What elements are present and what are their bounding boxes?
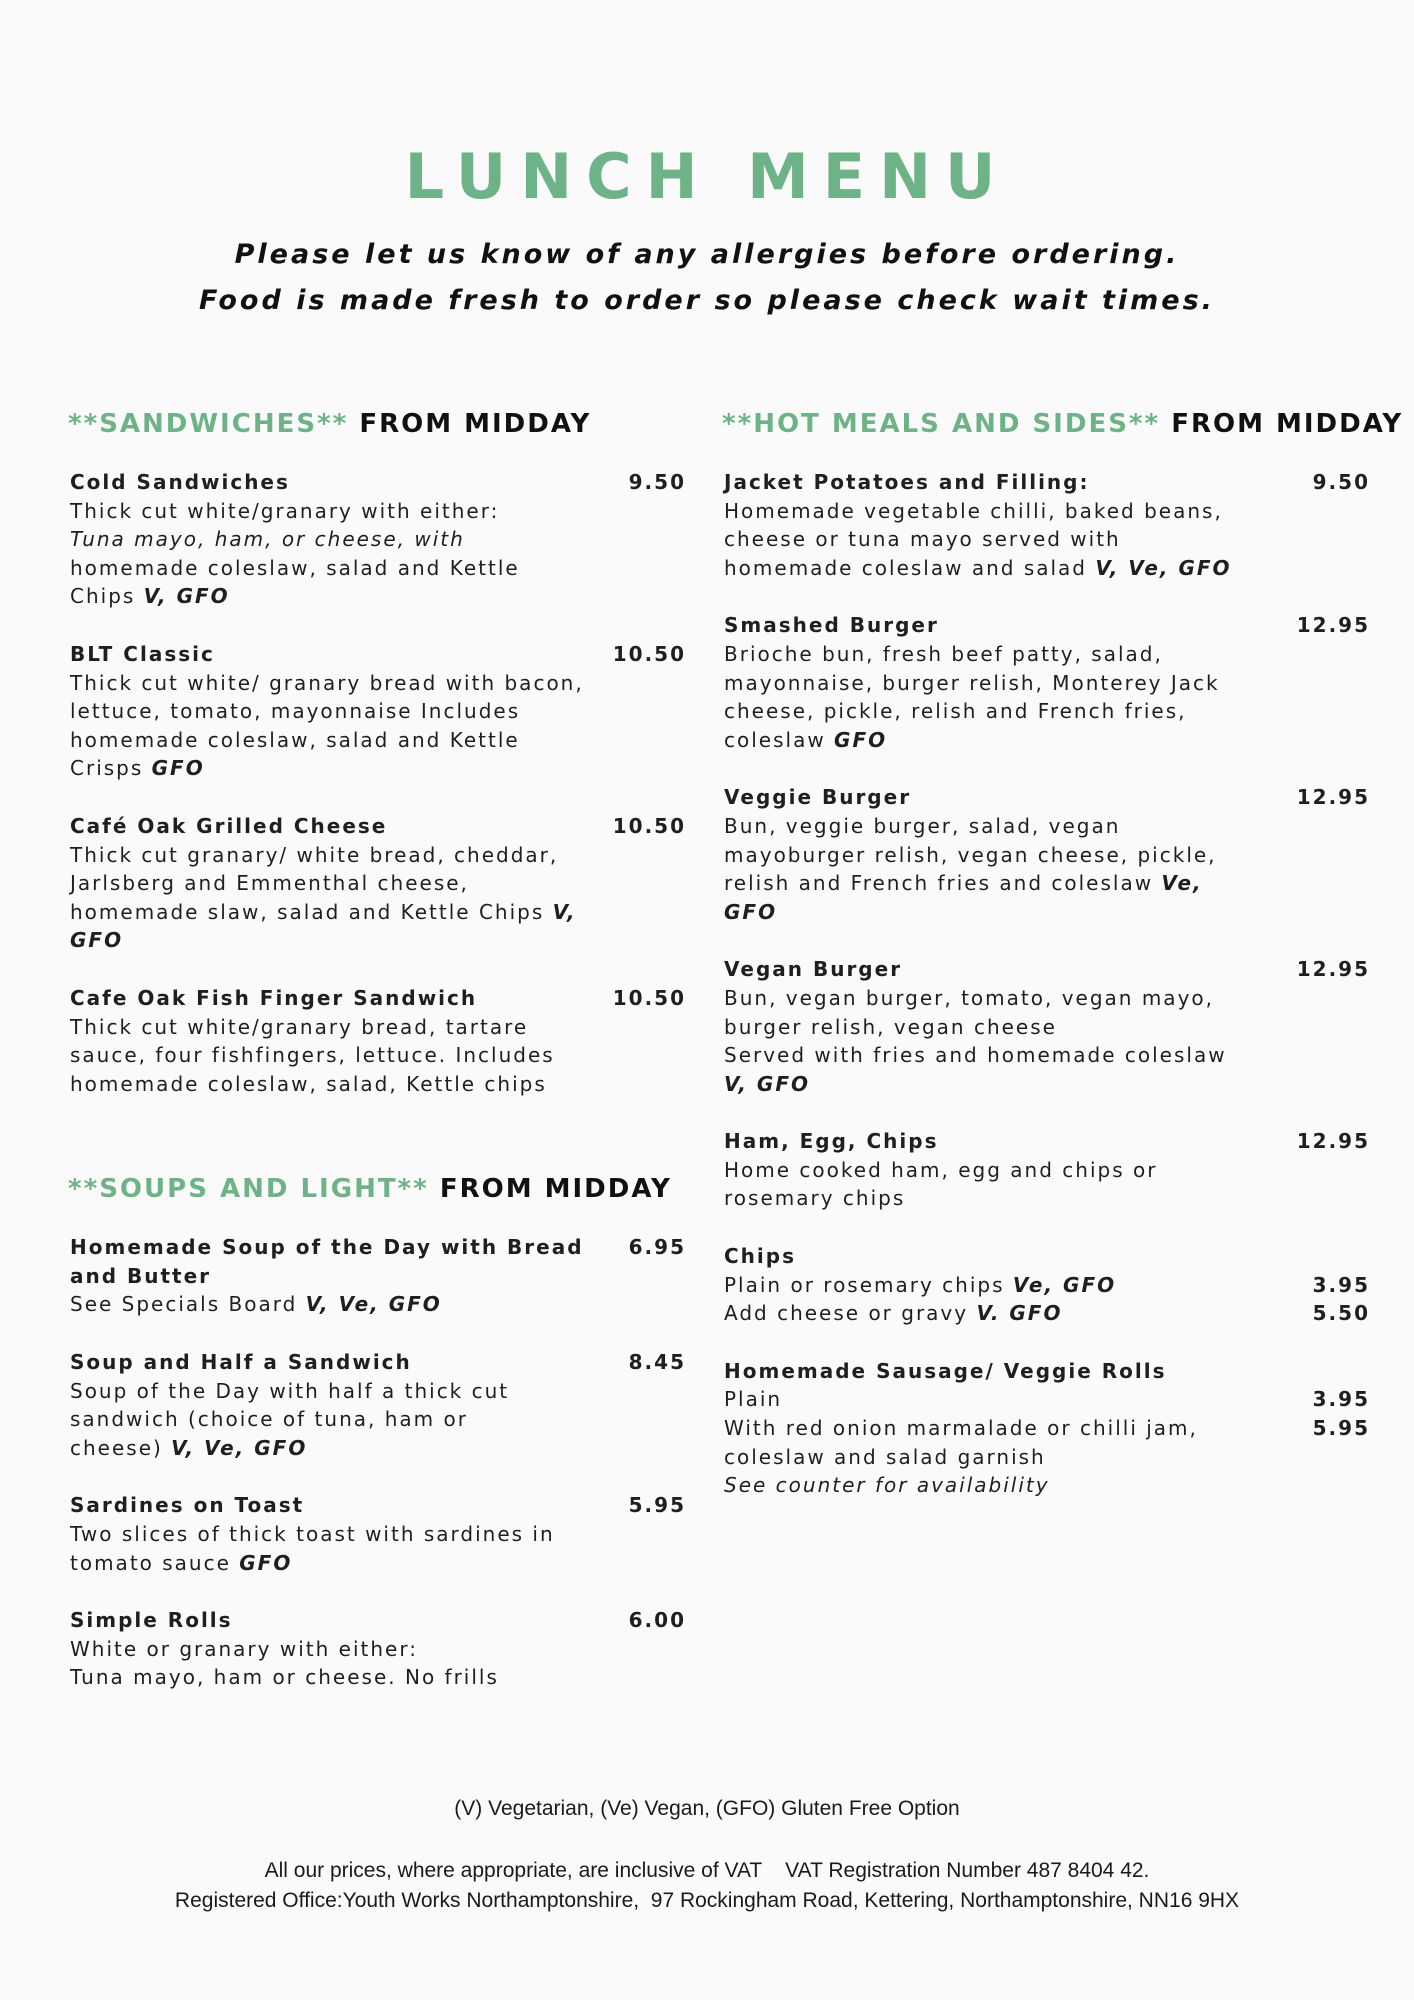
availability-note: See counter for availability	[724, 1473, 1050, 1498]
soups-heading-label: **SOUPS AND LIGHT**	[68, 1174, 429, 1205]
item-name: BLT Classic	[70, 641, 215, 666]
item-desc: homemade coleslaw, salad, Kettle chips	[70, 1071, 547, 1096]
item-price: 12.95	[1296, 613, 1370, 638]
item-price: 9.50	[628, 470, 686, 494]
dietary-tags: V, Ve, GFO	[1095, 555, 1232, 580]
dietary-tags: V, Ve, GFO	[171, 1435, 308, 1460]
item-price: 3.95	[1312, 1387, 1370, 1412]
item-name: Smashed Burger	[724, 613, 939, 638]
item-price: 12.95	[1296, 1129, 1370, 1154]
item-name: Café Oak Grilled Cheese	[70, 813, 388, 838]
left-column	[70, 404, 686, 1721]
item-desc: Crisps	[70, 756, 144, 781]
item-desc: Bun, veggie burger, salad, vegan	[724, 813, 1121, 838]
allergy-notice	[0, 232, 1414, 324]
dietary-tags: V, GFO	[143, 584, 230, 609]
item-desc: Homemade vegetable chilli, baked beans,	[724, 498, 1223, 523]
menu-item-soup-and-half-sandwich	[70, 1348, 686, 1462]
dietary-tags: GFO	[151, 756, 205, 781]
item-desc: Thick cut white/granary bread, tartare	[70, 1014, 529, 1039]
item-desc: lettuce, tomato, mayonnaise Includes	[70, 699, 521, 724]
item-name: Simple Rolls	[70, 1608, 233, 1633]
menu-item-fish-finger-sandwich	[70, 984, 686, 1098]
dietary-tags: V. GFO	[976, 1301, 1063, 1326]
soups-heading-time: FROM MIDDAY	[439, 1174, 672, 1205]
item-desc: cheese or tuna mayo served with	[724, 527, 1121, 552]
dietary-tags: V, GFO	[724, 1071, 811, 1096]
item-price: 10.50	[612, 641, 686, 666]
item-desc: mayoburger relish, vegan cheese, pickle,	[724, 842, 1217, 867]
hot-meals-heading-label: **HOT MEALS AND SIDES**	[722, 409, 1161, 439]
registered-office: Registered Office:Youth Works Northamptonshire, 97 Rockingham Road, Kettering, Northamptonshire, NN16 9HX	[174, 1889, 1240, 1912]
item-desc: rosemary chips	[724, 1186, 906, 1211]
item-desc: tomato sauce	[70, 1550, 231, 1575]
legal-footer	[0, 1856, 1414, 1916]
item-desc: Jarlsberg and Emmenthal cheese,	[70, 871, 469, 896]
menu-item-vegan-burger	[724, 955, 1370, 1098]
item-desc: coleslaw and salad garnish	[724, 1444, 1046, 1469]
sandwiches-heading-label: **SANDWICHES**	[68, 409, 349, 439]
item-desc: See Specials Board	[70, 1292, 298, 1317]
dietary-tags: Ve, GFO	[1012, 1272, 1117, 1297]
item-desc: Home cooked ham, egg and chips or	[724, 1157, 1158, 1182]
item-price: 6.00	[628, 1608, 686, 1633]
sandwiches-heading	[68, 404, 686, 444]
allergy-notice-line-2: Food is made fresh to order so please check wait times.	[199, 285, 1215, 316]
menu-item-cold-sandwiches	[70, 468, 686, 611]
item-desc: mayonnaise, burger relish, Monterey Jack	[724, 670, 1220, 695]
item-desc: Chips	[70, 584, 136, 609]
item-price: 12.95	[1296, 957, 1370, 982]
dietary-tags: GFO	[70, 928, 124, 953]
item-desc: cheese, pickle, relish and French fries,	[724, 699, 1187, 724]
item-desc: sandwich (choice of tuna, ham or	[70, 1407, 468, 1432]
item-desc: burger relish, vegan cheese	[724, 1014, 1057, 1039]
item-desc: Plain or rosemary chips	[724, 1272, 1005, 1297]
menu-item-blt-classic	[70, 640, 686, 783]
item-price: 9.50	[1312, 470, 1370, 494]
menu-item-grilled-cheese	[70, 812, 686, 955]
item-desc: sauce, four fishfingers, lettuce. Includes	[70, 1043, 555, 1068]
item-desc: White or granary with either:	[70, 1636, 418, 1661]
menu-item-simple-rolls	[70, 1606, 686, 1692]
menu-title: LUNCH MENU	[404, 140, 1010, 213]
menu-item-smashed-burger	[724, 611, 1370, 754]
item-name: Jacket Potatoes and Filling:	[724, 470, 1090, 494]
rolls-option-row	[724, 1385, 1370, 1414]
item-name: Chips	[724, 1244, 796, 1269]
item-desc: Tuna mayo, ham, or cheese, with	[70, 527, 465, 552]
item-desc: homemade coleslaw, salad and Kettle	[70, 555, 520, 580]
soups-heading	[68, 1169, 686, 1209]
menu-item-sardines-on-toast	[70, 1491, 686, 1577]
item-desc: relish and French fries and coleslaw	[724, 871, 1154, 896]
item-name: Soup and Half a Sandwich	[70, 1350, 412, 1375]
item-price: 3.95	[1312, 1272, 1370, 1297]
item-price: 6.95	[628, 1235, 686, 1260]
menu-item-soup-of-the-day	[70, 1233, 686, 1319]
item-desc: Plain	[724, 1387, 783, 1412]
dietary-tags: GFO	[724, 899, 778, 924]
item-price: 5.95	[628, 1493, 686, 1518]
item-desc: Brioche bun, fresh beef patty, salad,	[724, 641, 1163, 666]
chips-option-row	[724, 1271, 1370, 1300]
item-desc: Thick cut granary/ white bread, cheddar,	[70, 842, 559, 867]
vat-notice: All our prices, where appropriate, are inclusive of VAT VAT Registration Number 487 8404 42.	[264, 1859, 1150, 1882]
item-price: 10.50	[612, 813, 686, 838]
menu-item-sausage-rolls	[724, 1357, 1370, 1500]
item-desc: Bun, vegan burger, tomato, vegan mayo,	[724, 985, 1214, 1010]
item-desc: Add cheese or gravy	[724, 1301, 969, 1326]
allergy-notice-line-1: Please let us know of any allergies before ordering.	[234, 239, 1180, 270]
item-name: Homemade Sausage/ Veggie Rolls	[724, 1358, 1167, 1383]
item-name: Ham, Egg, Chips	[724, 1129, 939, 1154]
item-desc: Tuna mayo, ham or cheese. No frills	[70, 1665, 499, 1690]
hot-meals-heading-time: FROM MIDDAY	[1171, 409, 1404, 439]
hot-meals-heading	[722, 404, 1404, 444]
dietary-tags: Ve,	[1161, 871, 1203, 896]
right-column	[722, 404, 1404, 1529]
dietary-tags: GFO	[239, 1550, 293, 1575]
item-desc: Thick cut white/granary with either:	[70, 498, 500, 523]
item-price: 10.50	[612, 985, 686, 1010]
dietary-key: (V) Vegetarian, (Ve) Vegan, (GFO) Gluten Free Option	[454, 1797, 960, 1820]
chips-option-row	[724, 1299, 1370, 1328]
item-name: Cafe Oak Fish Finger Sandwich	[70, 985, 478, 1010]
menu-item-veggie-burger	[724, 783, 1370, 926]
item-price: 12.95	[1296, 785, 1370, 810]
item-name: Homemade Soup of the Day with Bread and Butter	[70, 1235, 584, 1288]
sandwiches-heading-time: FROM MIDDAY	[359, 409, 592, 439]
menu-item-chips	[724, 1242, 1370, 1328]
item-price: 5.95	[1312, 1416, 1370, 1441]
item-price: 5.50	[1312, 1301, 1370, 1326]
dietary-tags: GFO	[834, 727, 888, 752]
item-name: Vegan Burger	[724, 957, 903, 982]
item-desc: coleslaw	[724, 727, 826, 752]
dietary-tags: V, Ve, GFO	[305, 1292, 442, 1317]
item-price: 8.45	[628, 1350, 686, 1375]
item-name: Sardines on Toast	[70, 1493, 305, 1518]
dietary-tags: V,	[552, 899, 577, 924]
item-desc: homemade coleslaw and salad	[724, 555, 1088, 580]
item-desc: Thick cut white/ granary bread with bacon,	[70, 670, 584, 695]
menu-item-jacket-potatoes	[724, 468, 1370, 582]
item-desc: Soup of the Day with half a thick cut	[70, 1378, 510, 1403]
item-desc: Two slices of thick toast with sardines in	[70, 1522, 555, 1547]
item-name: Veggie Burger	[724, 785, 912, 810]
item-desc: cheese)	[70, 1435, 163, 1460]
rolls-option-row	[724, 1414, 1370, 1443]
item-desc: homemade coleslaw, salad and Kettle	[70, 727, 520, 752]
item-desc: Served with fries and homemade coleslaw	[724, 1043, 1227, 1068]
item-desc: With red onion marmalade or chilli jam,	[724, 1416, 1198, 1441]
item-name: Cold Sandwiches	[70, 470, 290, 494]
item-desc: homemade slaw, salad and Kettle Chips	[70, 899, 545, 924]
menu-item-ham-egg-chips	[724, 1127, 1370, 1213]
